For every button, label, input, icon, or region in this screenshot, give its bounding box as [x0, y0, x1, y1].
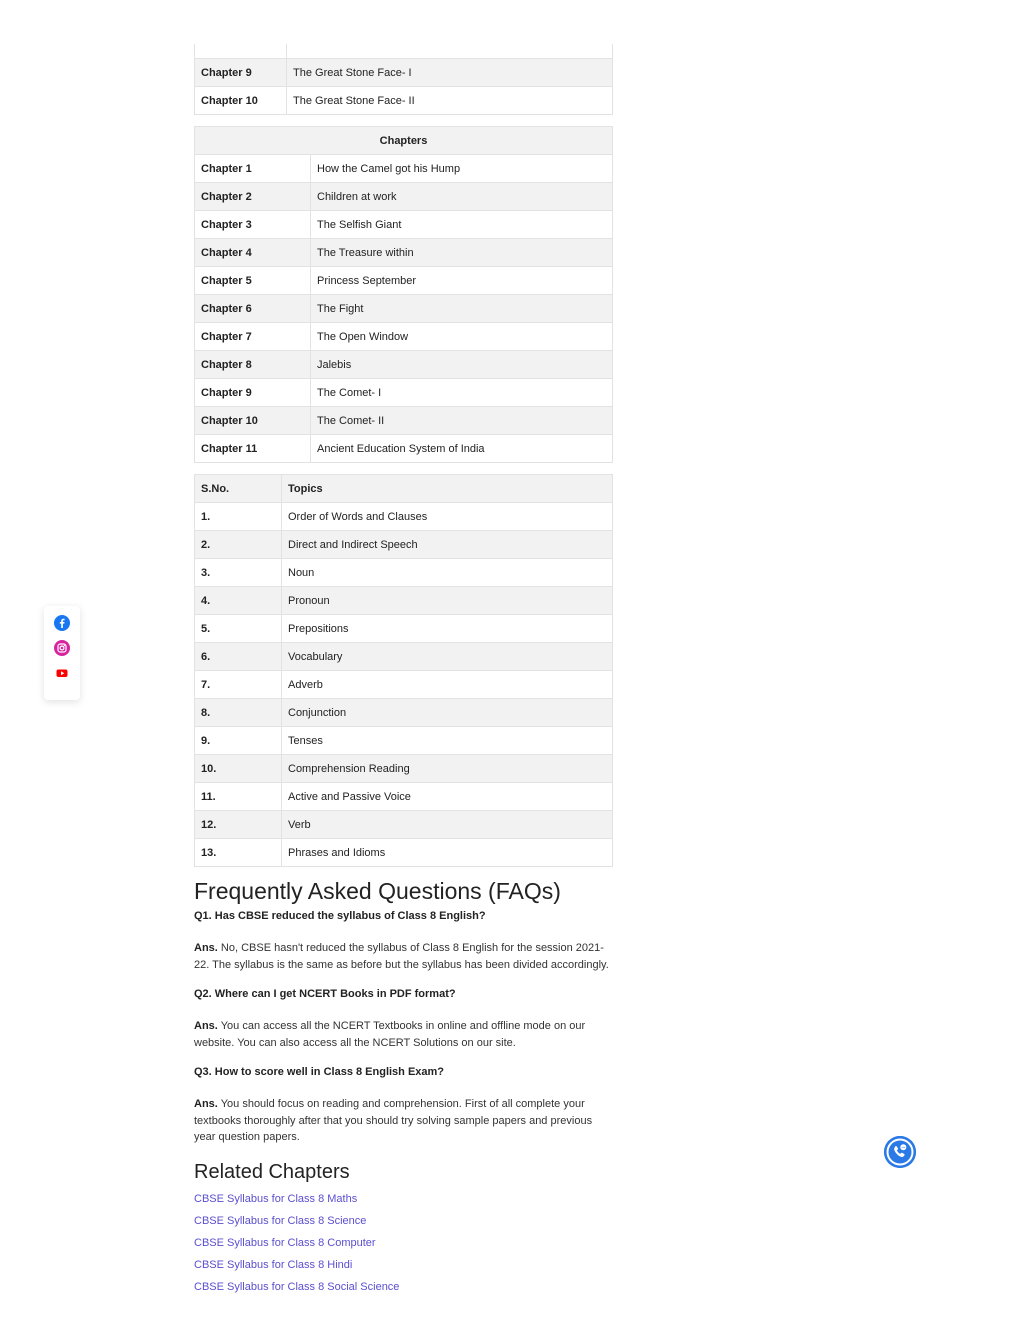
table-row — [195, 671, 613, 699]
topic-number: 4. — [195, 587, 282, 615]
table-row — [195, 559, 613, 587]
related-link-computer[interactable]: CBSE Syllabus for Class 8 Computer — [194, 1236, 376, 1249]
table-row — [195, 755, 613, 783]
chapter-title: Jalebis — [311, 351, 613, 379]
table-row — [195, 59, 613, 87]
table-row — [195, 727, 613, 755]
chapter-title: The Comet- I — [311, 379, 613, 407]
table-row — [195, 351, 613, 379]
answer-text: You should focus on reading and comprehension. First of all complete your textbooks thoroughly after that you should try solving sample papers and previous year question papers. — [194, 1098, 593, 1143]
topic-name: Tenses — [282, 727, 613, 755]
chapter-number: Chapter 9 — [195, 59, 287, 87]
table-row — [195, 267, 613, 295]
topic-number: 5. — [195, 615, 282, 643]
topic-name: Vocabulary — [282, 643, 613, 671]
table-row — [195, 811, 613, 839]
chapters-header: Chapters — [195, 127, 613, 155]
table-row — [195, 531, 613, 559]
answer-text: No, CBSE hasn't reduced the syllabus of Class 8 English for the session 2021-22. The syllabus is the same as before but the syllabus has been divided accordingly. — [194, 942, 609, 971]
chapter-number: Chapter 11 — [195, 435, 311, 463]
main-content — [194, 0, 613, 1303]
topic-name: Direct and Indirect Speech — [282, 531, 613, 559]
faq-question: Q2. Where can I get NCERT Books in PDF format? — [194, 988, 456, 1000]
table-row — [195, 323, 613, 351]
related-chapters-heading: Related Chapters — [194, 1160, 350, 1183]
table-row — [195, 587, 613, 615]
topic-number: 7. — [195, 671, 282, 699]
faq-answer — [194, 940, 613, 973]
topic-number: 6. — [195, 643, 282, 671]
faq-answer — [194, 1096, 613, 1146]
table-row — [195, 44, 613, 59]
facebook-icon[interactable] — [54, 615, 70, 631]
call-button[interactable] — [884, 1136, 916, 1168]
chapter-title: The Comet- II — [311, 407, 613, 435]
faq-heading: Frequently Asked Questions (FAQs) — [194, 878, 561, 904]
topic-number: 9. — [195, 727, 282, 755]
faq-list — [194, 909, 613, 1146]
chapter-number: Chapter 1 — [195, 155, 311, 183]
table-row — [195, 155, 613, 183]
instagram-icon[interactable] — [54, 640, 70, 656]
chapter-title: The Selfish Giant — [311, 211, 613, 239]
table-row — [195, 379, 613, 407]
topic-name: Noun — [282, 559, 613, 587]
faq-answer — [194, 1018, 613, 1051]
sno-header: S.No. — [195, 475, 282, 503]
chapter-number: Chapter 4 — [195, 239, 311, 267]
chapter-title: The Open Window — [311, 323, 613, 351]
topic-name: Comprehension Reading — [282, 755, 613, 783]
topic-number: 8. — [195, 699, 282, 727]
chapter-title: The Treasure within — [311, 239, 613, 267]
table-row — [195, 407, 613, 435]
topic-name: Verb — [282, 811, 613, 839]
chapter-number: Chapter 3 — [195, 211, 311, 239]
topic-name: Adverb — [282, 671, 613, 699]
grammar-topics-table — [194, 474, 613, 867]
table-row — [195, 839, 613, 867]
chapter-title: Princess September — [311, 267, 613, 295]
topic-number: 10. — [195, 755, 282, 783]
table-row — [195, 211, 613, 239]
table-row — [195, 239, 613, 267]
related-link-maths[interactable]: CBSE Syllabus for Class 8 Maths — [194, 1192, 358, 1205]
topic-name: Prepositions — [282, 615, 613, 643]
topic-number: 1. — [195, 503, 282, 531]
answer-label: Ans. — [194, 1098, 218, 1110]
chapter-number: Chapter 9 — [195, 379, 311, 407]
table-row — [195, 435, 613, 463]
phone-chat-icon — [884, 1136, 916, 1168]
social-sidebar — [44, 606, 80, 700]
chapter-title: Ancient Education System of India — [311, 435, 613, 463]
chapter-number: Chapter 6 — [195, 295, 311, 323]
related-link-hindi[interactable]: CBSE Syllabus for Class 8 Hindi — [194, 1258, 353, 1271]
chapter-title: The Great Stone Face- I — [287, 59, 613, 87]
table-row — [195, 295, 613, 323]
chapter-title: How the Camel got his Hump — [311, 155, 613, 183]
table-row — [195, 699, 613, 727]
topic-name: Active and Passive Voice — [282, 783, 613, 811]
topic-number: 2. — [195, 531, 282, 559]
answer-text: You can access all the NCERT Textbooks in online and offline mode on our website. You can also access all the NCERT Solutions on our site. — [194, 1020, 586, 1049]
chapter-title: The Great Stone Face- II — [287, 87, 613, 115]
chapter-number: Chapter 10 — [195, 87, 287, 115]
table-header-row — [195, 475, 613, 503]
youtube-icon[interactable] — [54, 665, 70, 681]
table-row — [195, 87, 613, 115]
chapters-table-continued — [194, 44, 613, 115]
answer-label: Ans. — [194, 1020, 218, 1032]
related-link-social-science[interactable]: CBSE Syllabus for Class 8 Social Science — [194, 1280, 400, 1293]
topic-number: 12. — [195, 811, 282, 839]
topic-name: Order of Words and Clauses — [282, 503, 613, 531]
chapter-number: Chapter 8 — [195, 351, 311, 379]
chapter-number: Chapter 7 — [195, 323, 311, 351]
topics-header: Topics — [282, 475, 613, 503]
faq-question: Q1. Has CBSE reduced the syllabus of Class 8 English? — [194, 910, 486, 922]
chapter-number: Chapter 2 — [195, 183, 311, 211]
related-link-science[interactable]: CBSE Syllabus for Class 8 Science — [194, 1214, 367, 1227]
topic-number: 13. — [195, 839, 282, 867]
chapter-title: The Fight — [311, 295, 613, 323]
related-links — [194, 1193, 613, 1294]
table-row — [195, 643, 613, 671]
table-row — [195, 615, 613, 643]
chapter-title: Children at work — [311, 183, 613, 211]
chapters-table — [194, 126, 613, 463]
topic-number: 3. — [195, 559, 282, 587]
topic-name: Phrases and Idioms — [282, 839, 613, 867]
table-row — [195, 183, 613, 211]
topic-number: 11. — [195, 783, 282, 811]
topic-name: Pronoun — [282, 587, 613, 615]
topic-name: Conjunction — [282, 699, 613, 727]
table-row — [195, 783, 613, 811]
table-header-row — [195, 127, 613, 155]
chapter-number: Chapter 5 — [195, 267, 311, 295]
answer-label: Ans. — [194, 942, 218, 954]
faq-question: Q3. How to score well in Class 8 English Exam? — [194, 1066, 445, 1078]
chapter-number: Chapter 10 — [195, 407, 311, 435]
table-row — [195, 503, 613, 531]
